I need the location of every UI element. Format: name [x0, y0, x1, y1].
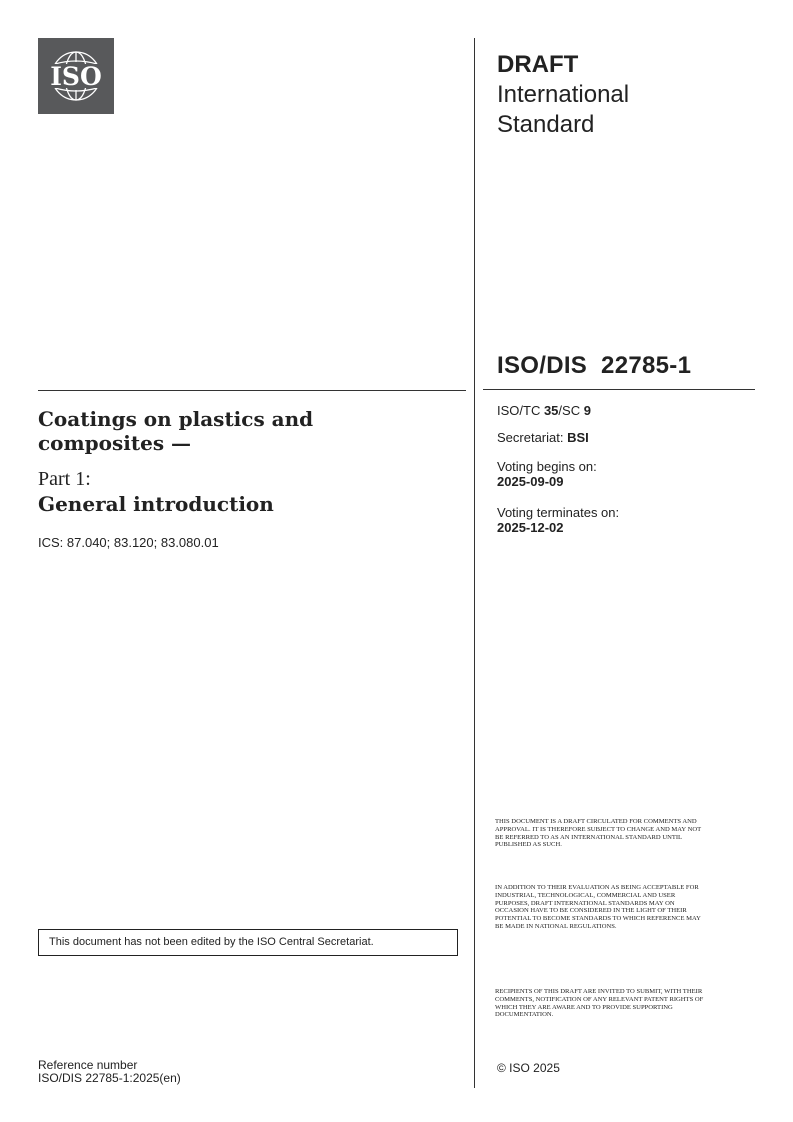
reference-label: Reference number — [38, 1058, 138, 1072]
voting-terminates — [497, 505, 619, 535]
standard-label: Standard — [497, 111, 595, 138]
title-line-2: composites — — [38, 431, 192, 455]
globe-icon — [38, 38, 114, 114]
document-title — [38, 407, 458, 455]
document-type — [497, 50, 737, 140]
copyright: © ISO 2025 — [497, 1061, 560, 1075]
title-line-1: Coatings on plastics and — [38, 407, 314, 431]
voting-begins — [497, 459, 597, 489]
legal-notice-1: THIS DOCUMENT IS A DRAFT CIRCULATED FOR COMMENTS AND APPROVAL. IT IS THEREFORE SUBJECT TO CHANGE AND MAY NOT BE REFERRED TO AS AN INTERNATIONAL STANDARD UNTIL PUBLISHED AS SUCH. — [495, 818, 702, 849]
legal-notice-3: RECIPIENTS OF THIS DRAFT ARE INVITED TO SUBMIT, WITH THEIR COMMENTS, NOTIFICATION OF ANY RELEVANT PATENT RIGHTS OF WHICH THEY ARE AWARE AND TO PROVIDE SUPPORTING DOCUMENTATION. — [495, 988, 704, 1019]
part-label: Part 1: — [38, 468, 91, 490]
draft-label: DRAFT — [497, 51, 579, 78]
vertical-divider — [474, 38, 475, 1088]
left-divider — [38, 390, 466, 391]
voting-terminates-label: Voting terminates on: — [497, 505, 620, 520]
right-divider — [483, 389, 755, 390]
international-label: International — [497, 81, 630, 108]
logo-text: ISO — [50, 62, 102, 91]
voting-begins-label: Voting begins on: — [497, 459, 597, 474]
not-edited-notice: This document has not been edited by the ISO Central Secretariat. — [38, 929, 458, 956]
legal-notice-2: IN ADDITION TO THEIR EVALUATION AS BEING ACCEPTABLE FOR INDUSTRIAL, TECHNOLOGICAL, COMMERCIAL AND USER PURPOSES, DRAFT INTERNATIONAL STANDARDS MAY ON OCCASION HAVE TO BE CONSIDERED IN THE LIGHT OF THEIR POTENTIAL TO BECOME STANDARDS TO WHICH REFERENCE MAY BE MADE IN NATIONAL REGULATIONS. — [495, 884, 701, 930]
committee: ISO/TC 35/SC 9 — [497, 403, 591, 418]
part-title: General introduction — [38, 492, 274, 516]
voting-terminates-date: 2025-12-02 — [497, 520, 564, 535]
reference-number: ISO/DIS 22785-1:2025(en) — [38, 1071, 181, 1085]
iso-logo — [38, 38, 114, 114]
voting-begins-date: 2025-09-09 — [497, 474, 564, 489]
document-number: ISO/DIS 22785-1 — [497, 352, 692, 379]
ics-codes: ICS: 87.040; 83.120; 83.080.01 — [38, 535, 219, 550]
secretariat: Secretariat: BSI — [497, 430, 589, 445]
